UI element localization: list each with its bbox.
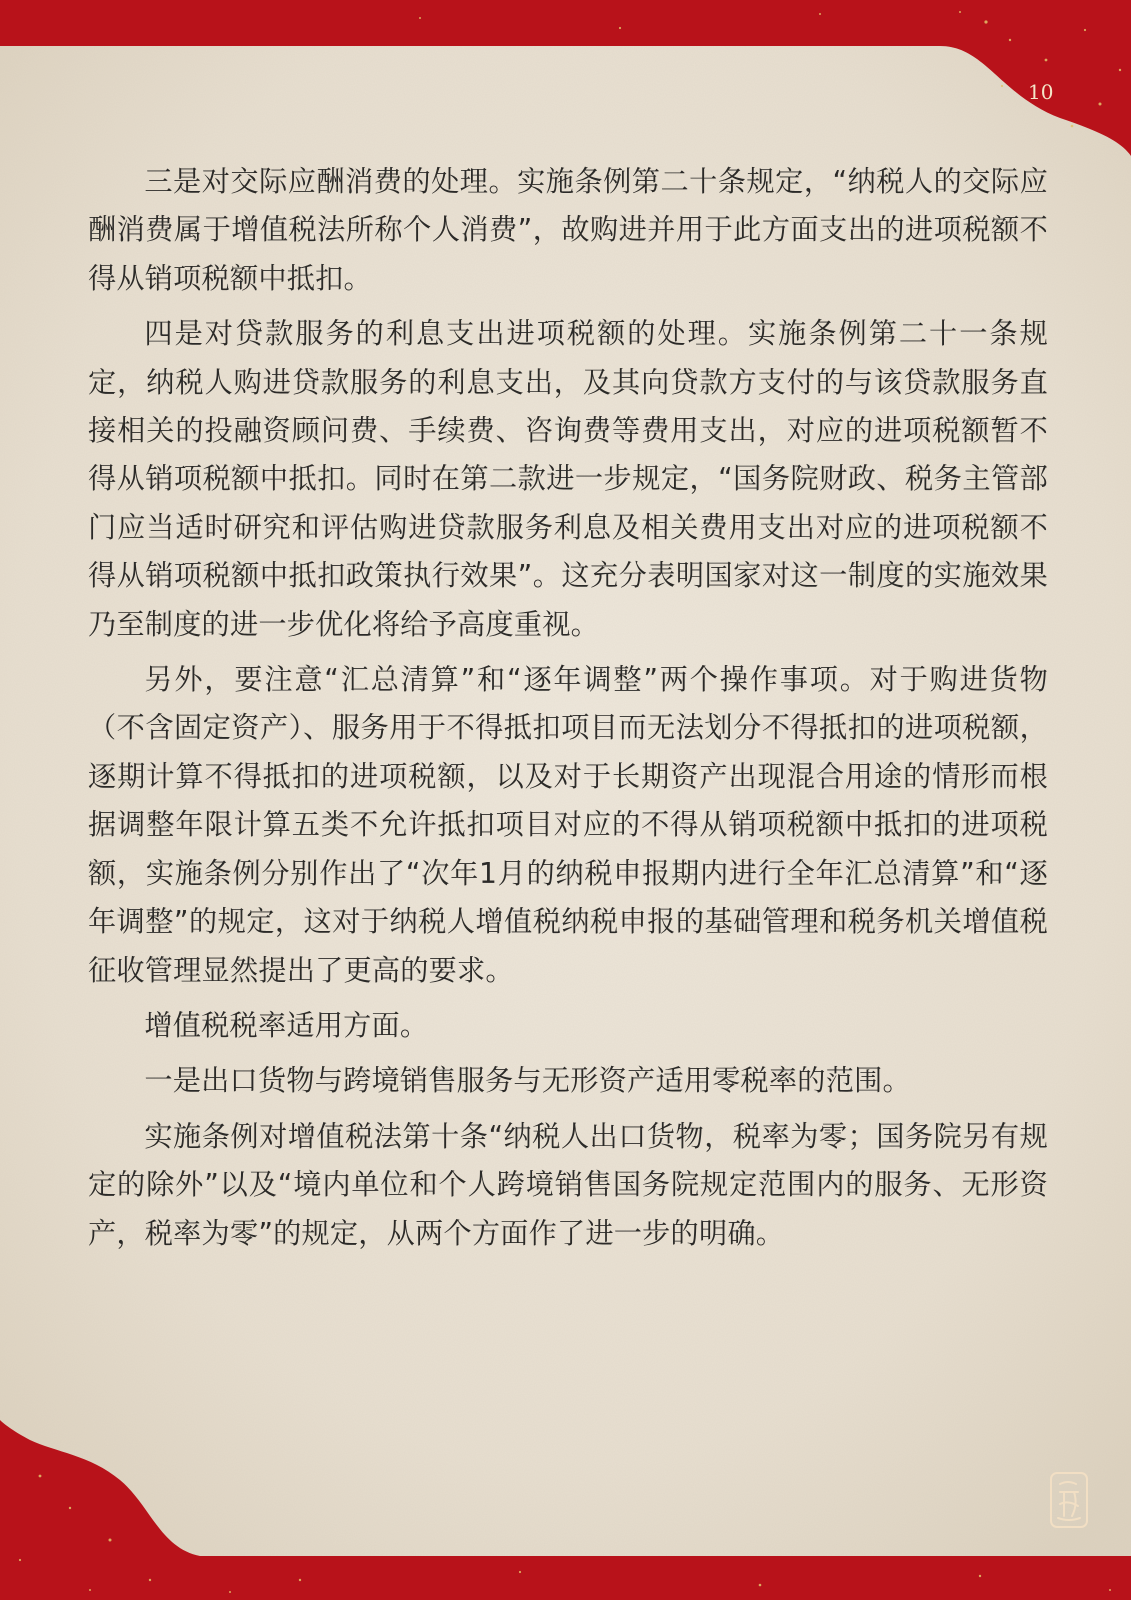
paragraph: 实施条例对增值税法第十条“纳税人出口货物，税率为零；国务院另有规定的除外”以及“境内单位和个人跨境销售国务院规定范围内的服务、无形资产，税率为零”的规定，从两个方面作了进一步的明确。: [88, 1119, 1048, 1250]
paragraph: 一是出口货物与跨境销售服务与无形资产适用零税率的范围。: [144, 1064, 911, 1098]
page-number: 10: [1028, 80, 1054, 104]
paragraph: 四是对贷款服务的利息支出进项税额的处理。实施条例第二十一条规定，纳税人购进贷款服务的利息支出，及其向贷款方支付的与该贷款服务直接相关的投融资顾问费、手续费、咨询费等费用支出，对应的进项税额暂不得从销项税额中抵扣。同时在第二款进一步规定，“国务院财政、税务主管部门应当适时研究和评估购进贷款服务利息及相关费用支出对应的进项税额不得从销项税额中抵扣政策执行效果”。这充分表明国家对这一制度的实施效果乃至制度的进一步优化将给予高度重视。: [88, 317, 1048, 641]
paragraph: 三是对交际应酬消费的处理。实施条例第二十条规定，“纳税人的交际应酬消费属于增值税法所称个人消费”，故购进并用于此方面支出的进项税额不得从销项税额中抵扣。: [88, 165, 1048, 295]
paragraph: 增值税税率适用方面。: [144, 1008, 429, 1042]
body-text: [88, 158, 1048, 1265]
seal-stamp-icon: [1048, 1470, 1090, 1530]
paragraph: 另外，要注意“汇总清算”和“逐年调整”两个操作事项。对于购进货物（不含固定资产）、服务用于不得抵扣项目而无法划分不得抵扣的进项税额，逐期计算不得抵扣的进项税额，以及对于长期资产出现混合用途的情形而根据调整年限计算五类不允许抵扣项目对应的不得从销项税额中抵扣的进项税额，实施条例分别作出了“次年1月的纳税申报期内进行全年汇总清算”和“逐年调整”的规定，这对于纳税人增值税纳税申报的基础管理和税务机关增值税征收管理显然提出了更高的要求。: [88, 663, 1048, 987]
